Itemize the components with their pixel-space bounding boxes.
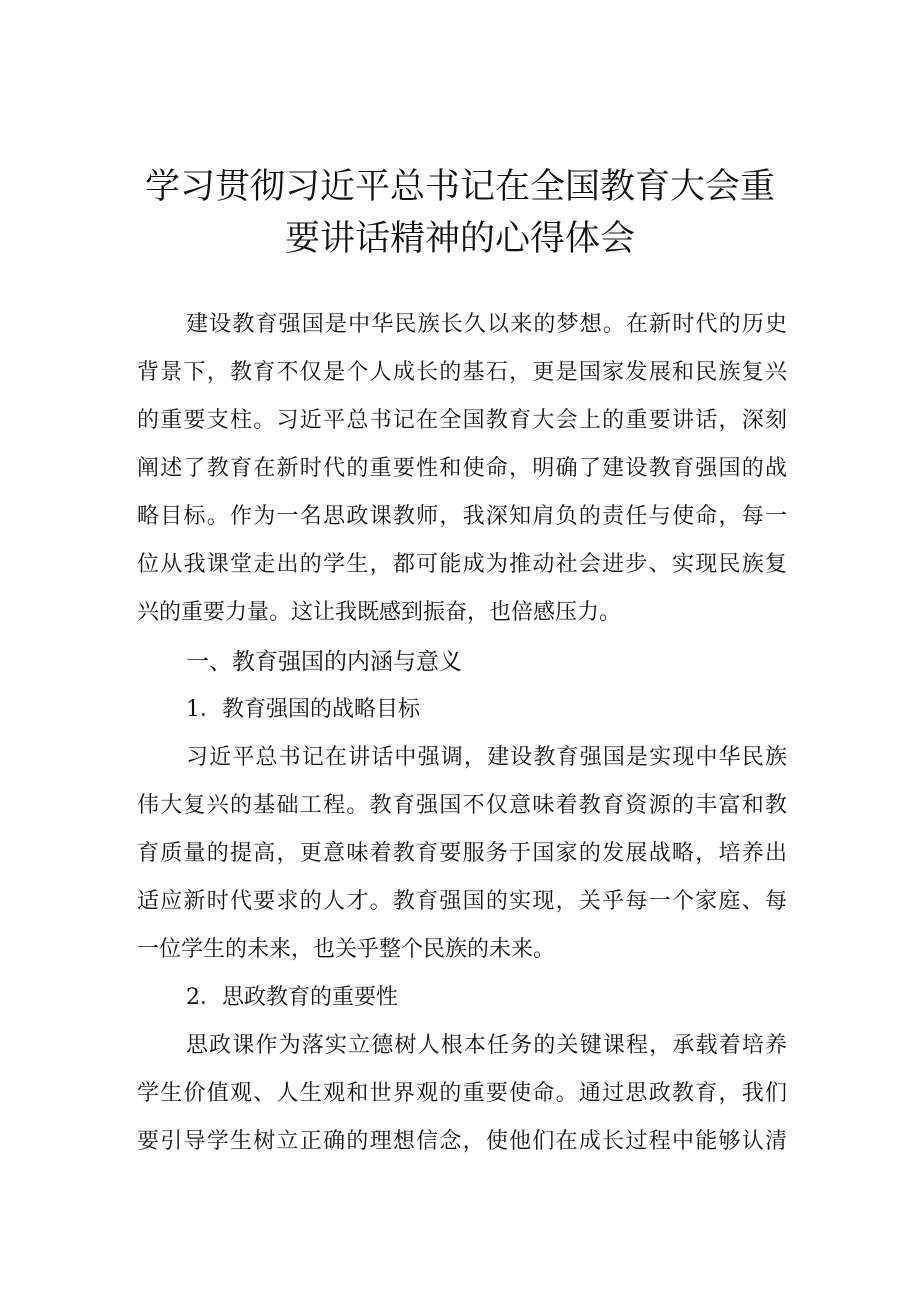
paragraph-2-line-5: 一位学生的未来，也关乎整个民族的未来。 [137,937,556,962]
section-heading-1: 一、教育强国的内涵与意义 [186,649,462,675]
paragraph-2-line-4: 适应新时代要求的人才。教育强国的实现，关乎每一个家庭、每 [137,889,787,914]
paragraph-1-line-1: 建设教育强国是中华民族长久以来的梦想。在新时代的历史 [186,312,787,337]
paragraph-3-line-2: 学生价值观、人生观和世界观的重要使命。通过思政教育，我们 [137,1081,787,1106]
paragraph-1-line-3: 的重要支柱。习近平总书记在全国教育大会上的重要讲话，深刻 [137,408,787,433]
subsection-heading-1: 1．教育强国的战略目标 [186,697,420,722]
paragraph-2-line-3: 育质量的提高，更意味着教育要服务于国家的发展战略，培养出 [137,841,787,866]
paragraph-1-line-6: 位从我课堂走出的学生，都可能成为推动社会进步、实现民族复 [137,552,787,577]
paragraph-1-line-5: 略目标。作为一名思政课教师，我深知肩负的责任与使命，每一 [137,504,787,529]
paragraph-1-line-4: 阐述了教育在新时代的重要性和使命，明确了建设教育强国的战 [137,456,787,481]
document-title-line-1: 学习贯彻习近平总书记在全国教育大会重 [144,167,775,207]
paragraph-3-line-1: 思政课作为落实立德树人根本任务的关键课程，承载着培养 [186,1033,787,1058]
paragraph-1-line-7: 兴的重要力量。这让我既感到振奋，也倍感压力。 [137,600,622,625]
subsection-heading-2: 2．思政教育的重要性 [186,985,398,1010]
document-title-line-2: 要讲话精神的心得体会 [284,219,635,259]
paragraph-2-line-1: 习近平总书记在讲话中强调，建设教育强国是实现中华民族 [186,745,787,770]
paragraph-2-line-2: 伟大复兴的基础工程。教育强国不仅意味着教育资源的丰富和教 [137,793,787,818]
paragraph-3-line-3: 要引导学生树立正确的理想信念，使他们在成长过程中能够认清 [137,1129,787,1154]
paragraph-1-line-2: 背景下，教育不仅是个人成长的基石，更是国家发展和民族复兴 [137,360,787,385]
